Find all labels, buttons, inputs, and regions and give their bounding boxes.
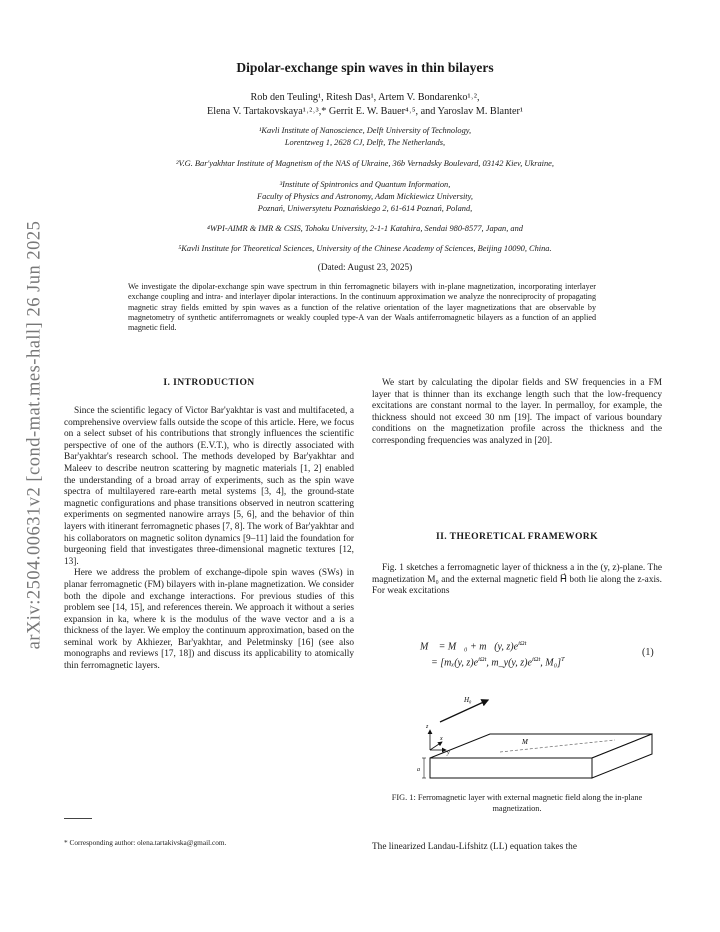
equation-1-line-2: = [mₓ(y, $z)e^{i\Omega t}$, m_y(y, $z)e^{i\Omega t}$, M₀]$^T$	[431, 656, 565, 669]
right-column-mid	[372, 563, 662, 598]
slab-front-face	[430, 758, 592, 778]
label-z: z	[426, 724, 429, 730]
date-line: (Dated: August 23, 2025)	[317, 263, 413, 273]
affiliation-1b: Lorentzweg 1, 2628 CJ, Delft, The Netherlands,	[284, 138, 446, 147]
author-list	[80, 91, 650, 118]
right-paragraph-1: We start by calculating the dipolar fields and SW frequencies in a FM layer that is thinner than its exchange length such that the low-frequency excitations are constant normal to the layer. In permalloy, for example, the thickness should not exceed 30 nm [19]. The impact of various boundary conditions on the magnetization profile across the thickness and the corresponding frequencies was analyzed in [20].	[372, 378, 662, 446]
label-y: y	[447, 750, 450, 756]
affiliation-3a: ³Institute of Spintronics and Quantum Information,	[279, 180, 451, 189]
arxiv-stamp	[20, 200, 50, 670]
section-heading-theory: II. THEORETICAL FRAMEWORK	[435, 531, 598, 542]
affiliation-5: ⁵Kavli Institute for Theoretical Sciences, University of the Chinese Academy of Sciences, Beijing 10090, China.	[178, 244, 552, 253]
affiliation-4: ⁴WPI-AIMR & IMR & CSIS, Tohoku University, 2-1-1 Katahira, Sendai 980-8577, Japan, and	[207, 224, 523, 233]
equation-number: (1)	[642, 647, 654, 658]
right-column-bottom	[372, 842, 662, 854]
figure-1-layer-sketch	[410, 688, 660, 788]
figure-1-caption: FIG. 1: Ferromagnetic layer with external magnetic field along the in-plane magnetization.	[391, 793, 643, 813]
author-line-1: Rob den Teuling¹, Ritesh Das¹, Artem V. Bondarenko¹˒²,	[250, 92, 480, 103]
abstract: We investigate the dipolar-exchange spin wave spectrum in thin ferromagnetic bilayers with in-plane magnetization, incorporating interlayer exchange coupling and intra- and interlayer dipolar interactions. In the continuum approximation we analyze the nonreciprocity of propagating magnetic stray fields emitted by spin waves as a function of the relative orientation of the layer magnetizations that are observable by magnetometry of synthetic antiferromagnets or weakly coupled type-A van der Waals antiferromagnetic bilayers as a function of an applied magnetic field.	[128, 282, 596, 333]
eq-exp-a: iΩt	[478, 656, 487, 663]
footnote-rule	[64, 818, 92, 819]
label-m: M	[522, 738, 528, 746]
eq-exp-b: iΩt	[531, 656, 541, 663]
author-line-2: Elena V. Tartakovskaya¹˒²˒³,* Gerrit E. W. Bauer⁴˒⁵, and Yaroslav M. Blanter¹	[207, 105, 523, 117]
left-column	[64, 406, 354, 673]
footnote: * Corresponding author: olena.tartakivska@gmail.com.	[64, 838, 227, 847]
label-a: a	[417, 767, 420, 773]
right-paragraph-3: The linearized Landau-Lifshitz (LL) equation takes the	[372, 842, 577, 852]
section-heading-introduction: I. INTRODUCTION	[163, 377, 255, 388]
label-x: x	[440, 736, 443, 742]
affiliation-3b: Faculty of Physics and Astronomy, Adam Mickiewicz University,	[257, 192, 473, 201]
paper-title: Dipolar-exchange spin waves in thin bilayers	[236, 60, 494, 75]
equation-1-line-1: M⃗ = M⃗₀ + m⃗(y, $z)e^{i\Omega t}$	[420, 640, 527, 653]
label-h0: H₀	[464, 696, 472, 704]
intro-paragraph-1: Since the scientific legacy of Victor Bar'yakhtar is vast and multifaceted, a comprehensive overview falls outside the scope of this article. Here, we focus on a select subset of his contributions that strongly influences the scientific perspective of one of the authors (E.V.T.), who is directly associated with Bar'yakhtar's research school. The methods developed by Bar'yakhtar and Maleev to describe neutron scattering by magnetic materials [1, 2] enabled the understanding of a broad array of experiments, such as the spin wave spectra of multilayered rare-earth metal systems [3, 4], the ground-state magnetic configurations and phase transitions observed in neutron scattering experiments on segmented nanowire arrays [5, 6], and the behavior of thin layers with itinerant ferromagnetic phases [7, 8]. The work of Bar'yakhtar and his collaborators on magnetic soliton dynamics [9–11] laid the foundation for burgeoning field that investigates three-dimensional magnetic textures [12, 13].	[64, 406, 354, 567]
right-paragraph-2: Fig. 1 sketches a ferromagnetic layer of thickness a in the (y, z)-plane. The magnetization M₀ and the external magnetic field H⃗ both lie along the z-axis. For weak excitations	[372, 563, 662, 597]
right-column-top	[372, 378, 662, 448]
affiliation-2: ²V.G. Bar'yakhtar Institute of Magnetism of the NAS of Ukraine, 36b Vernadsky Boulevard, 03142 Kiev, Ukraine,	[176, 159, 554, 168]
intro-paragraph-2: Here we address the problem of exchange-dipole spin waves (SWs) in planar ferromagnetic (FM) bilayers with in-plane magnetization. We consider both the dipole and exchange interactions. For previous studies of this problem see [14, 15], and references therein. We approach it without a series expansion in ka, where k is the modulus of the wave vector and a is a thickness of the layer. We employ the continuum approximation, based on the seminal work by Akhiezer, Bar'yakhtar, and Peletminsky [16] (see also monographs and reviews [17, 18]) and discuss its applicability to atomically thin ferromagnetic layers.	[64, 568, 354, 672]
arxiv-identifier: arXiv:2504.00631v2 [cond-mat.mes-hall] 26 Jun 2025	[24, 220, 45, 650]
x-axis	[430, 742, 442, 750]
affiliation-3c: Poznań, Uniwersytetu Poznańskiego 2, 61-614 Poznań, Poland,	[257, 204, 473, 213]
affiliation-1a: ¹Kavli Institute of Nanoscience, Delft University of Technology,	[258, 126, 472, 135]
